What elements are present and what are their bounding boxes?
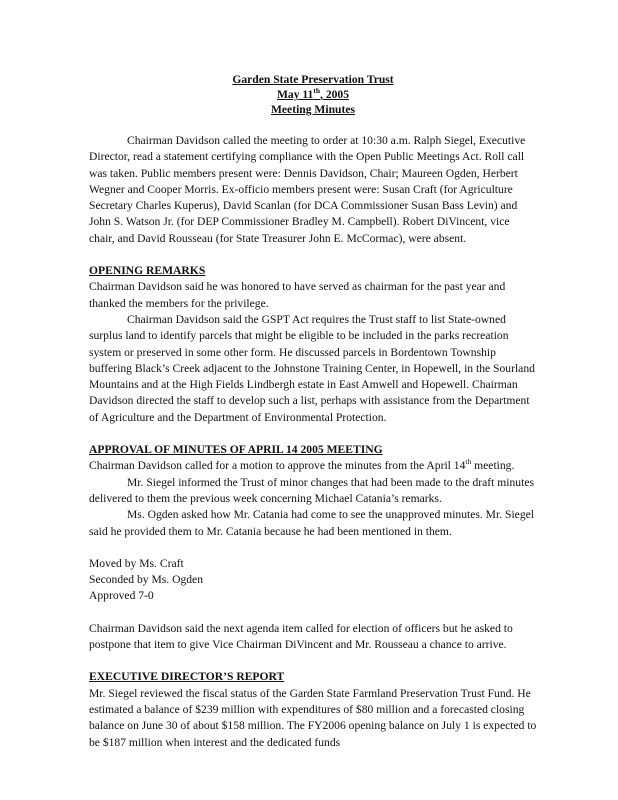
director-paragraph-1: Mr. Siegel reviewed the fiscal status of the Garden State Farmland Preservation Trust Fund. He estimated a balance of $239 million with expenditures of $80 million and a forecasted closing balance on June 30 of about $158 million. The FY2006 opening balance on July 1 is expected to be $187 million when interest and the dedicated funds bbox=[89, 686, 537, 749]
opening-paragraph-2: Chairman Davidson said the GSPT Act requires the Trust staff to list State-owned surplus land to identify parcels that might be eligible to be included in the parks recreation system or preserved in some other form. He discussed parcels in Bordentown Township buffering Black’s Creek adjacent to the Johnstone Training Center, in Hopewell, in the Sourland Mountains and at the High Fields Lindbergh estate in East Amwell and Hopewell. Chairman Davidson directed the staff to develop such a list, perhaps with assistance from the Department of Agriculture and the Department of Environmental Protection. bbox=[89, 312, 535, 424]
meeting-date-suffix: th bbox=[313, 86, 321, 96]
org-title: Garden State Preservation Trust bbox=[232, 73, 394, 86]
opening-remarks-heading: OPENING REMARKS bbox=[89, 264, 206, 278]
document-title-block bbox=[89, 72, 537, 117]
meeting-date-main: May 11 bbox=[276, 88, 314, 101]
spacer bbox=[89, 605, 537, 621]
approval-paragraph-3: Ms. Ogden asked how Mr. Catania had come to see the unapproved minutes. Mr. Siegel said he provided them to Mr. Catania because he had been mentioned in them. bbox=[89, 508, 534, 538]
opening-paragraph-1: Chairman Davidson said he was honored to have served as chairman for the past year and thanked the members for the privilege. bbox=[89, 280, 506, 310]
intro-paragraph: Chairman Davidson called the meeting to order at 10:30 a.m. Ralph Siegel, Executive Director, read a statement certifying compliance with the Open Public Meetings Act. Roll call was taken. Public members present were: Dennis Davidson, Chair; Maureen Ogden, Herbert Wegner and Cooper Morris. Ex-officio members present were: Susan Craft (for Agriculture Secretary Charles Kuperus), David Scanlan (for DCA Commissioner Susan Bass Levin) and John S. Watson Jr. (for DEP Commissioner Bradley M. Campbell). Robert DiVincent, vice chair, and David Rousseau (for State Treasurer John E. McCormac), were absent. bbox=[89, 134, 526, 245]
approval-p1-suffix: th bbox=[465, 457, 472, 467]
approval-heading: APPROVAL OF MINUTES OF APRIL 14 2005 MEETING bbox=[89, 443, 383, 457]
motion-approved: Approved 7-0 bbox=[89, 589, 154, 603]
motion-seconded: Seconded by Ms. Ogden bbox=[89, 573, 203, 587]
meeting-date-year: , 2005 bbox=[320, 88, 350, 101]
spacer bbox=[89, 540, 537, 556]
approval-paragraph-1 bbox=[89, 458, 537, 474]
director-report-heading: EXECUTIVE DIRECTOR’S REPORT bbox=[89, 670, 285, 684]
document-page bbox=[89, 72, 537, 751]
meeting-date bbox=[89, 87, 537, 102]
approval-p1-text: Chairman Davidson called for a motion to approve the minutes from the April 14 bbox=[89, 459, 466, 473]
approval-p1-end: meeting. bbox=[471, 459, 515, 473]
approval-paragraph-2: Mr. Siegel informed the Trust of minor changes that had been made to the draft minutes delivered to them the previous week concerning Michael Catania’s remarks. bbox=[89, 475, 534, 505]
document-type: Meeting Minutes bbox=[270, 103, 356, 116]
approval-paragraph-4: Chairman Davidson said the next agenda item called for election of officers but he asked to postpone that item to give Vice Chairman DiVincent and Mr. Rousseau a chance to arrive. bbox=[89, 621, 513, 652]
motion-moved: Moved by Ms. Craft bbox=[89, 556, 184, 570]
